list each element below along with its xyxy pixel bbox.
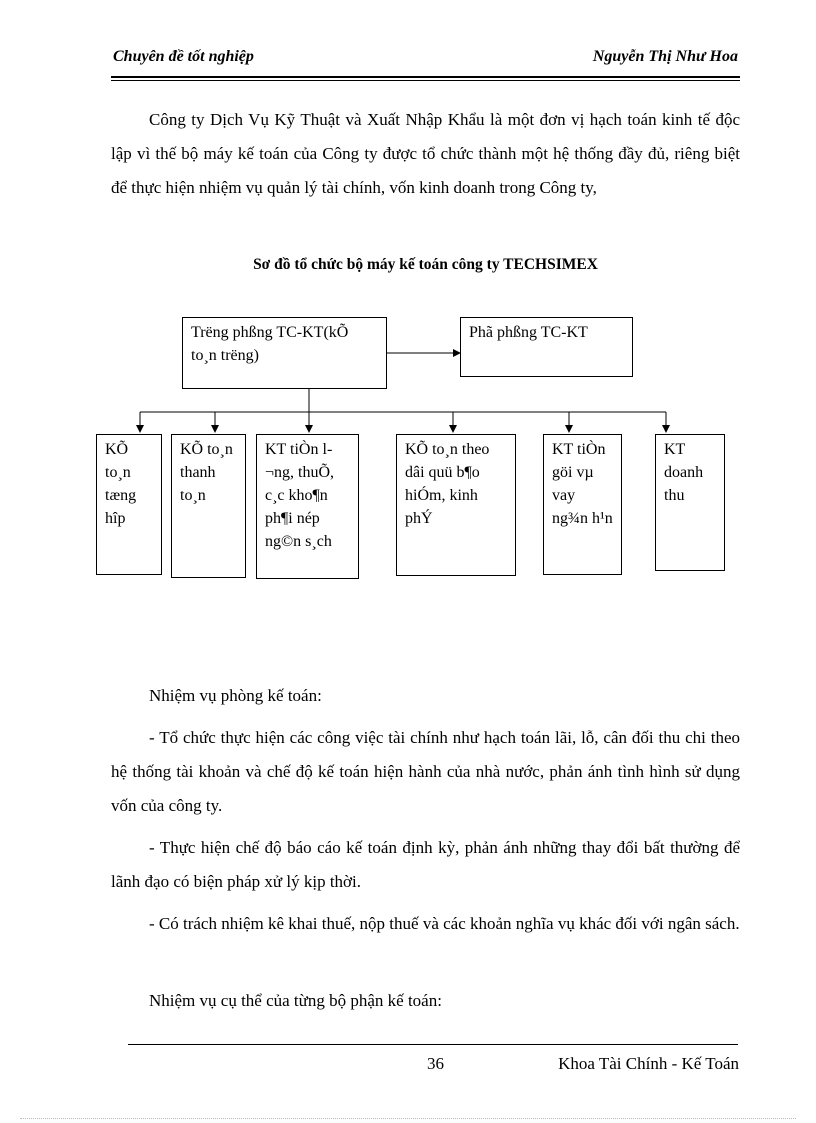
intro-paragraph: Công ty Dịch Vụ Kỹ Thuật và Xuất Nhập Khẩu là một đơn vị hạch toán kinh tế độc lập vì thế bộ máy kế toán của Công ty được tổ chức thành một hệ thống đầy đủ, riêng biệt để thực hiện nhiệm vụ quản lý tài chính, vốn kinh doanh trong Công ty, [111,110,740,197]
specific-duties-heading: Nhiệm vụ cụ thể của từng bộ phận kế toán: [149,991,442,1010]
duty-item-1: - Tổ chức thực hiện các công việc tài chính như hạch toán lãi, lỗ, cân đối thu chi theo hệ thống tài khoản và chế độ kế toán hiện hành của nhà nước, phản ánh tình hình sử dụng vốn của công ty. [111,728,740,815]
chief-accountant-box: Trëng phßng TC-KT(kÕ to¸n trëng) [182,317,387,389]
sub-box-deposit-loan: KT tiÒn göi vµ vay ng¾n h¹n [543,434,622,575]
footer-rule [128,1044,738,1045]
sub-box-general-accounting: KÕ to¸n tæng hîp [96,434,162,575]
sub-box-payment-accounting: KÕ to¸n thanh to¸n [171,434,246,578]
footer-department: Khoa Tài Chính - Kế Toán [558,1054,739,1073]
diagram-title: Sơ đồ tổ chức bộ máy kế toán công ty TECHSIMEX [253,256,598,273]
duty-item-2: - Thực hiện chế độ báo cáo kế toán định kỳ, phản ánh những thay đổi bất thường để lãnh đạo có biện pháp xử lý kịp thời. [111,838,740,891]
sub-box-revenue: KT doanh thu [655,434,725,571]
page-bottom-edge [20,1118,796,1119]
deputy-head-box: Phã phßng TC-KT [460,317,633,377]
duty-item-3: - Có trách nhiệm kê khai thuế, nộp thuế và các khoản nghĩa vụ khác đối với ngân sách. [149,914,740,933]
sub-box-salary-tax: KT tiÒn l¬ng, thuÕ, c¸c kho¶n ph¶i nép ng©n s¸ch [256,434,359,579]
duties-heading: Nhiệm vụ phòng kế toán: [149,686,322,705]
page-number: 36 [427,1054,444,1073]
header-author: Nguyễn Thị Như Hoa [592,48,738,65]
sub-box-insurance-fund: KÕ to¸n theo dâi quü b¶o hiÓm, kinh phÝ [396,434,516,576]
header-left-title: Chuyên đề tốt nghiệp [113,48,254,65]
